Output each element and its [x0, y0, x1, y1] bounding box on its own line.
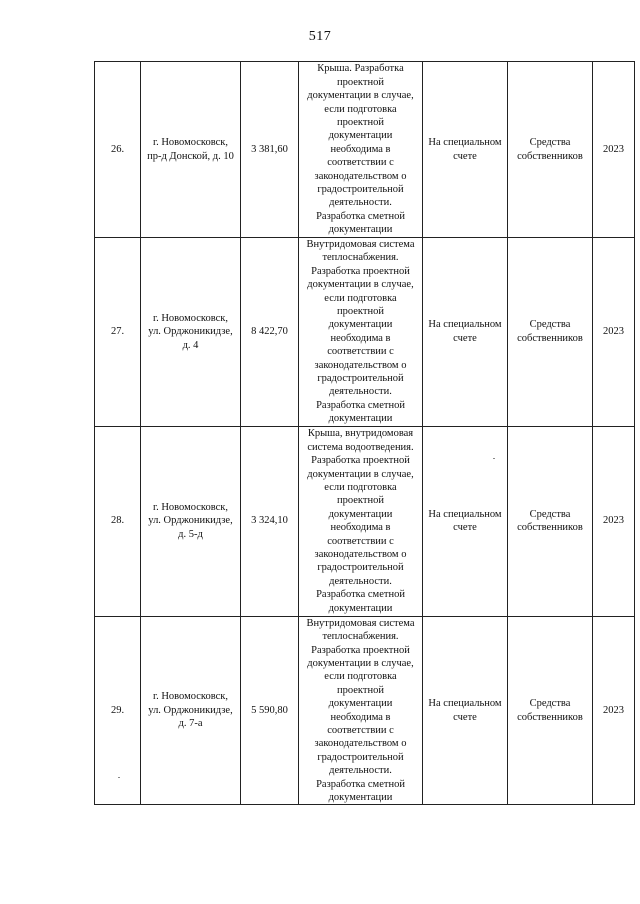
work-type-cell: Внутридомовая система теплоснабжения. Разработка проектной документации в случае, если подготовка проектной документации необходима в соответствии с законодательством о градостроительной деятельности. Разработка сметной документации	[299, 616, 423, 805]
account-cell: На специальном счете	[423, 62, 508, 238]
row-number-cell: 27.	[95, 238, 141, 427]
account-cell: На специальном счете	[423, 426, 508, 616]
funding-source-cell: Средства собственников	[508, 62, 593, 238]
scan-speck	[118, 777, 120, 778]
row-number-cell: 29.	[95, 616, 141, 805]
address-cell: г. Новомосковск, ул. Орджоникидзе, д. 4	[141, 238, 241, 427]
row-number-cell: 28.	[95, 426, 141, 616]
area-cell: 3 381,60	[241, 62, 299, 238]
address-cell: г. Новомосковск, пр-д Донской, д. 10	[141, 62, 241, 238]
funding-source-cell: Средства собственников	[508, 238, 593, 427]
page-number: 517	[308, 29, 332, 44]
year-cell: 2023	[593, 426, 635, 616]
capital-repair-table	[94, 61, 635, 805]
address-cell: г. Новомосковск, ул. Орджоникидзе, д. 5-д	[141, 426, 241, 616]
area-cell: 8 422,70	[241, 238, 299, 427]
scan-speck	[493, 458, 495, 459]
year-cell: 2023	[593, 238, 635, 427]
account-cell: На специальном счете	[423, 238, 508, 427]
table-row	[95, 616, 635, 805]
account-cell: На специальном счете	[423, 616, 508, 805]
address-cell: г. Новомосковск, ул. Орджоникидзе, д. 7-а	[141, 616, 241, 805]
area-cell: 5 590,80	[241, 616, 299, 805]
work-type-cell: Крыша. Разработка проектной документации в случае, если подготовка проектной документации необходима в соответствии с законодательством о градостроительной деятельности. Разработка сметной документации	[299, 62, 423, 238]
table-row	[95, 426, 635, 616]
area-cell: 3 324,10	[241, 426, 299, 616]
year-cell: 2023	[593, 616, 635, 805]
year-cell: 2023	[593, 62, 635, 238]
funding-source-cell: Средства собственников	[508, 616, 593, 805]
funding-source-cell: Средства собственников	[508, 426, 593, 616]
table-row	[95, 62, 635, 238]
work-type-cell: Крыша, внутридомовая система водоотведения. Разработка проектной документации в случае, если подготовка проектной документации необходима в соответствии с законодательством о градостроительной деятельности. Разработка сметной документации	[299, 426, 423, 616]
work-type-cell: Внутридомовая система теплоснабжения. Разработка проектной документации в случае, если подготовка проектной документации необходима в соответствии с законодательством о градостроительной деятельности. Разработка сметной документации	[299, 238, 423, 427]
row-number-cell: 26.	[95, 62, 141, 238]
table-row	[95, 238, 635, 427]
